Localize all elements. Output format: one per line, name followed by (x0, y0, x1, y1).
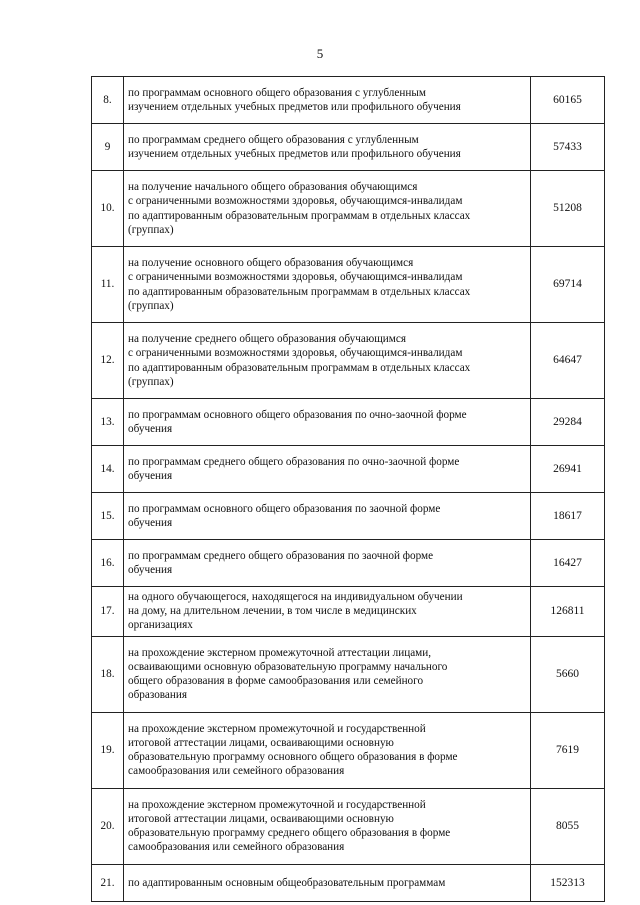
row-amount: 29284 (531, 399, 605, 446)
row-number: 21. (92, 864, 124, 901)
row-amount: 18617 (531, 493, 605, 540)
row-number: 15. (92, 493, 124, 540)
row-description: по программам среднего общего образования по заочной форме обучения (124, 540, 531, 587)
row-number: 13. (92, 399, 124, 446)
row-number: 20. (92, 788, 124, 864)
row-amount: 60165 (531, 77, 605, 124)
row-amount: 16427 (531, 540, 605, 587)
row-number: 19. (92, 712, 124, 788)
row-description: на прохождение экстерном промежуточной аттестации лицами, осваивающими основную образовательную программу начального общего образования в форме самообразования или семейного образования (124, 636, 531, 712)
row-amount: 5660 (531, 636, 605, 712)
row-amount: 126811 (531, 587, 605, 637)
row-description: на получение среднего общего образования обучающимся с ограниченными возможностями здоровья, обучающимся-инвалидам по адаптированным образовательным программам в отдельных классах (группах) (124, 323, 531, 399)
table-row (92, 247, 605, 323)
row-amount: 26941 (531, 446, 605, 493)
row-number: 12. (92, 323, 124, 399)
row-number: 17. (92, 587, 124, 637)
table-row (92, 636, 605, 712)
row-amount: 7619 (531, 712, 605, 788)
table-row (92, 712, 605, 788)
fee-table (91, 76, 605, 902)
row-number: 14. (92, 446, 124, 493)
table-row (92, 540, 605, 587)
row-description: на прохождение экстерном промежуточной и государственной итоговой аттестации лицами, осваивающими основную образовательную программу основного общего образования в форме самообразования или семейного образования (124, 712, 531, 788)
row-description: по программам основного общего образования по заочной форме обучения (124, 493, 531, 540)
row-description: по программам основного общего образования по очно-заочной форме обучения (124, 399, 531, 446)
row-amount: 69714 (531, 247, 605, 323)
row-amount: 57433 (531, 124, 605, 171)
table-row (92, 864, 605, 901)
row-amount: 51208 (531, 171, 605, 247)
row-number: 8. (92, 77, 124, 124)
row-description: на одного обучающегося, находящегося на индивидуальном обучении на дому, на длительном лечении, в том числе в медицинских организациях (124, 587, 531, 637)
table-row (92, 124, 605, 171)
table-row (92, 399, 605, 446)
table-row (92, 446, 605, 493)
row-description: по программам основного общего образования с углубленным изучением отдельных учебных предметов или профильного обучения (124, 77, 531, 124)
row-description: на прохождение экстерном промежуточной и государственной итоговой аттестации лицами, осваивающими основную образовательную программу среднего общего образования в форме самообразования или семейного образования (124, 788, 531, 864)
row-amount: 8055 (531, 788, 605, 864)
row-number: 16. (92, 540, 124, 587)
row-amount: 64647 (531, 323, 605, 399)
row-description: по программам среднего общего образования с углубленным изучением отдельных учебных предметов или профильного обучения (124, 124, 531, 171)
row-description: на получение основного общего образования обучающимся с ограниченными возможностями здоровья, обучающимся-инвалидам по адаптированным образовательным программам в отдельных классах (группах) (124, 247, 531, 323)
row-description: по программам среднего общего образования по очно-заочной форме обучения (124, 446, 531, 493)
table-row (92, 788, 605, 864)
row-description: по адаптированным основным общеобразовательным программам (124, 864, 531, 901)
row-amount: 152313 (531, 864, 605, 901)
table-row (92, 171, 605, 247)
table-row (92, 77, 605, 124)
row-number: 18. (92, 636, 124, 712)
table-row (92, 323, 605, 399)
row-number: 9 (92, 124, 124, 171)
row-description: на получение начального общего образования обучающимся с ограниченными возможностями здоровья, обучающимся-инвалидам по адаптированным образовательным программам в отдельных классах (группах) (124, 171, 531, 247)
row-number: 10. (92, 171, 124, 247)
table-row (92, 493, 605, 540)
table-row (92, 587, 605, 637)
row-number: 11. (92, 247, 124, 323)
page-number: 5 (316, 46, 324, 61)
